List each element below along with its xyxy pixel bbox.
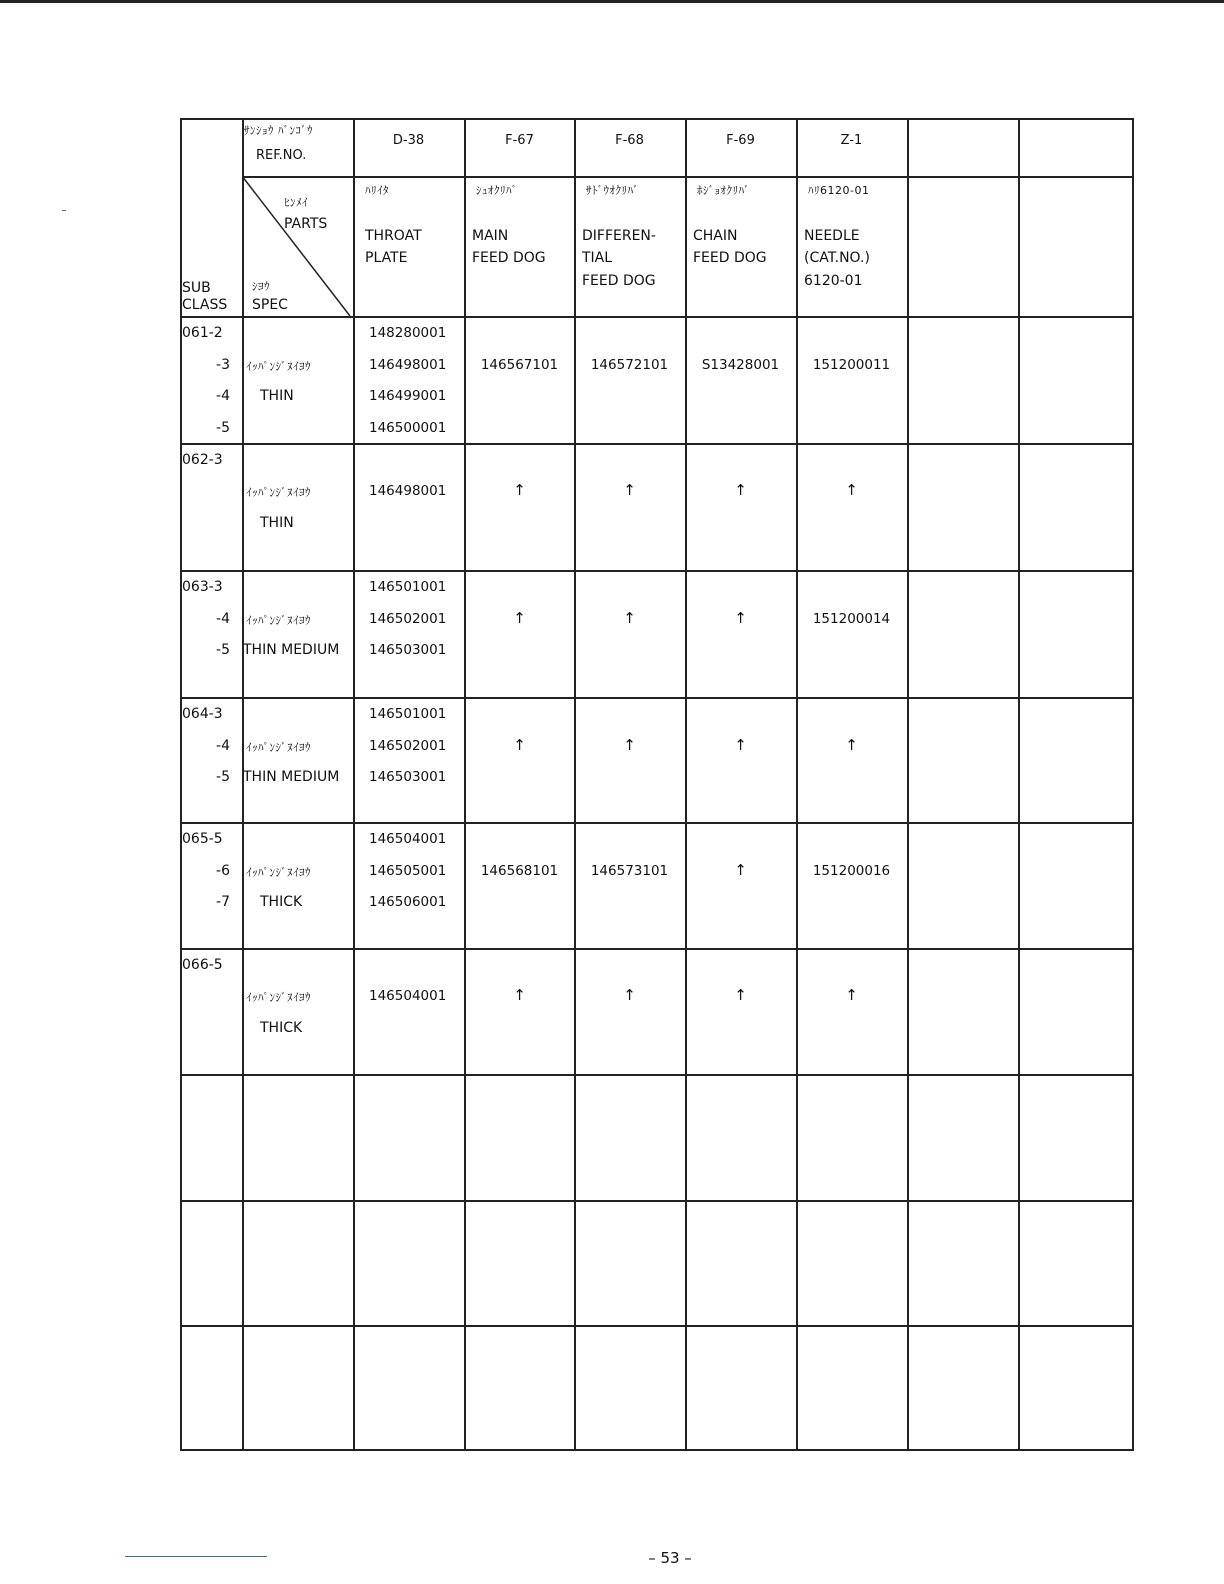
same-as-above-arrow: ↑: [734, 860, 747, 879]
spec-text: THICK: [260, 1020, 303, 1036]
column-name: DIFFEREN-: [582, 228, 656, 244]
scan-mark: [62, 210, 66, 211]
column-ref-code: D-38: [392, 133, 425, 148]
subclass-code: 063-3: [182, 579, 223, 595]
subclass-label: CLASS: [182, 297, 228, 313]
column-ref-code: F-67: [505, 133, 534, 148]
same-as-above-arrow: ↑: [513, 608, 526, 627]
same-as-above-arrow: ↑: [513, 986, 526, 1004]
grid-line: [180, 697, 1134, 699]
column-kana: ﾊﾘ6120-01: [808, 184, 870, 197]
grid-line: [180, 1074, 1134, 1076]
throat-plate-number: 146503001: [369, 642, 447, 658]
subclass-code: 064-3: [182, 706, 223, 722]
parts-label: PARTS: [284, 216, 328, 232]
part-number: 146568101: [480, 862, 559, 879]
subclass-label: SUB: [182, 280, 211, 296]
column-kana: ｻﾄﾞｳｵｸﾘﾊﾞ: [586, 184, 639, 197]
column-name: CHAIN: [693, 228, 738, 244]
table-border-top: [180, 118, 1134, 120]
part-number: 151200016: [812, 862, 891, 879]
parts-table: [180, 118, 1134, 1451]
table-border-bottom: [180, 1449, 1134, 1451]
spec-kana: ｼﾖｳ: [252, 280, 270, 293]
page-number: – 53 –: [648, 1549, 692, 1567]
column-kana: ﾎｼﾞｮｵｸﾘﾊﾞ: [697, 184, 750, 197]
column-name: FEED DOG: [472, 250, 546, 266]
throat-plate-number: 146504001: [369, 988, 447, 1004]
same-as-above-arrow: ↑: [513, 735, 526, 754]
throat-plate-number: 146498001: [369, 356, 447, 373]
column-kana: ｼｭｵｸﾘﾊﾞ: [476, 184, 518, 197]
throat-plate-number: 146501001: [369, 706, 447, 722]
throat-plate-number: 146505001: [369, 862, 447, 879]
same-as-above-arrow: ↑: [513, 481, 526, 499]
refno-label: REF.NO.: [256, 148, 307, 163]
spec-kana: ｲｯﾊﾟﾝｼﾞﾇｲﾖｳ: [246, 359, 311, 373]
part-number: 146573101: [590, 862, 669, 879]
column-ref-code: Z-1: [840, 133, 863, 148]
column-ref-code: F-69: [726, 133, 755, 148]
same-as-above-arrow: ↑: [623, 986, 636, 1004]
column-name: THROAT: [365, 228, 422, 244]
part-number: 151200011: [812, 356, 891, 373]
spec-text: THIN MEDIUM: [243, 642, 340, 658]
column-ref-code: F-68: [615, 133, 644, 148]
throat-plate-number: 146502001: [369, 737, 447, 754]
subclass-code: -5: [216, 419, 230, 436]
part-number: 146572101: [590, 356, 669, 373]
column-name: FEED DOG: [582, 273, 656, 289]
throat-plate-number: 146501001: [369, 579, 447, 595]
spec-text: THIN MEDIUM: [243, 769, 340, 785]
spec-text: THIN: [260, 388, 294, 404]
subclass-code: -4: [216, 388, 230, 404]
grid-line: [180, 316, 1134, 318]
subclass-code: -3: [216, 356, 230, 373]
throat-plate-number: 146498001: [369, 483, 447, 499]
subclass-code: 062-3: [182, 452, 223, 468]
grid-line: [180, 570, 1134, 572]
throat-plate-number: 146504001: [369, 831, 447, 847]
column-name: 6120-01: [804, 273, 863, 289]
same-as-above-arrow: ↑: [734, 735, 747, 754]
grid-line: [180, 1200, 1134, 1202]
subclass-code: -4: [216, 610, 230, 627]
column-name: MAIN: [472, 228, 509, 244]
same-as-above-arrow: ↑: [734, 986, 747, 1004]
subclass-code: 065-5: [182, 831, 223, 847]
same-as-above-arrow: ↑: [845, 735, 858, 754]
throat-plate-number: 146506001: [369, 894, 447, 910]
grid-line: [180, 822, 1134, 824]
same-as-above-arrow: ↑: [623, 481, 636, 499]
throat-plate-number: 146503001: [369, 769, 447, 785]
footer-link-line: [125, 1556, 267, 1557]
grid-line: [180, 948, 1134, 950]
same-as-above-arrow: ↑: [845, 986, 858, 1004]
spec-kana: ｲｯﾊﾟﾝｼﾞﾇｲﾖｳ: [246, 865, 311, 879]
column-name: NEEDLE: [804, 228, 860, 244]
column-name: TIAL: [582, 250, 613, 266]
same-as-above-arrow: ↑: [734, 481, 747, 499]
same-as-above-arrow: ↑: [623, 735, 636, 754]
throat-plate-number: 148280001: [369, 325, 447, 341]
part-number: S13428001: [701, 356, 780, 373]
same-as-above-arrow: ↑: [845, 481, 858, 499]
column-name: FEED DOG: [693, 250, 767, 266]
throat-plate-number: 146500001: [369, 419, 447, 436]
refno-kana: ｻﾝｼｮｳ ﾊﾞﾝｺﾞｳ: [244, 124, 313, 137]
spec-kana: ｲｯﾊﾟﾝｼﾞﾇｲﾖｳ: [246, 613, 311, 627]
spec-kana: ｲｯﾊﾟﾝｼﾞﾇｲﾖｳ: [246, 991, 311, 1004]
column-kana: ﾊﾘｲﾀ: [365, 184, 389, 197]
subclass-code: -5: [216, 642, 230, 658]
spec-text: THIN: [260, 515, 294, 531]
grid-line: [180, 443, 1134, 445]
grid-line: [180, 1325, 1134, 1327]
column-name: (CAT.NO.): [804, 250, 870, 266]
part-number: 146567101: [480, 356, 559, 373]
subclass-code: 066-5: [182, 957, 223, 973]
subclass-code: 061-2: [182, 325, 223, 341]
subclass-code: -4: [216, 737, 230, 754]
column-name: PLATE: [365, 250, 408, 266]
part-number: 151200014: [812, 610, 891, 627]
parts-kana: ﾋﾝﾒｲ: [284, 196, 308, 209]
subclass-code: -6: [216, 862, 230, 879]
spec-label: SPEC: [252, 297, 288, 313]
subclass-code: -7: [216, 894, 230, 910]
spec-kana: ｲｯﾊﾟﾝｼﾞﾇｲﾖｳ: [246, 486, 311, 499]
throat-plate-number: 146502001: [369, 610, 447, 627]
same-as-above-arrow: ↑: [623, 608, 636, 627]
spec-text: THICK: [260, 894, 303, 910]
same-as-above-arrow: ↑: [734, 608, 747, 627]
spec-kana: ｲｯﾊﾟﾝｼﾞﾇｲﾖｳ: [246, 740, 311, 754]
throat-plate-number: 146499001: [369, 388, 447, 404]
page-top-border: [0, 0, 1224, 3]
grid-line: [242, 176, 1134, 178]
subclass-code: -5: [216, 769, 230, 785]
